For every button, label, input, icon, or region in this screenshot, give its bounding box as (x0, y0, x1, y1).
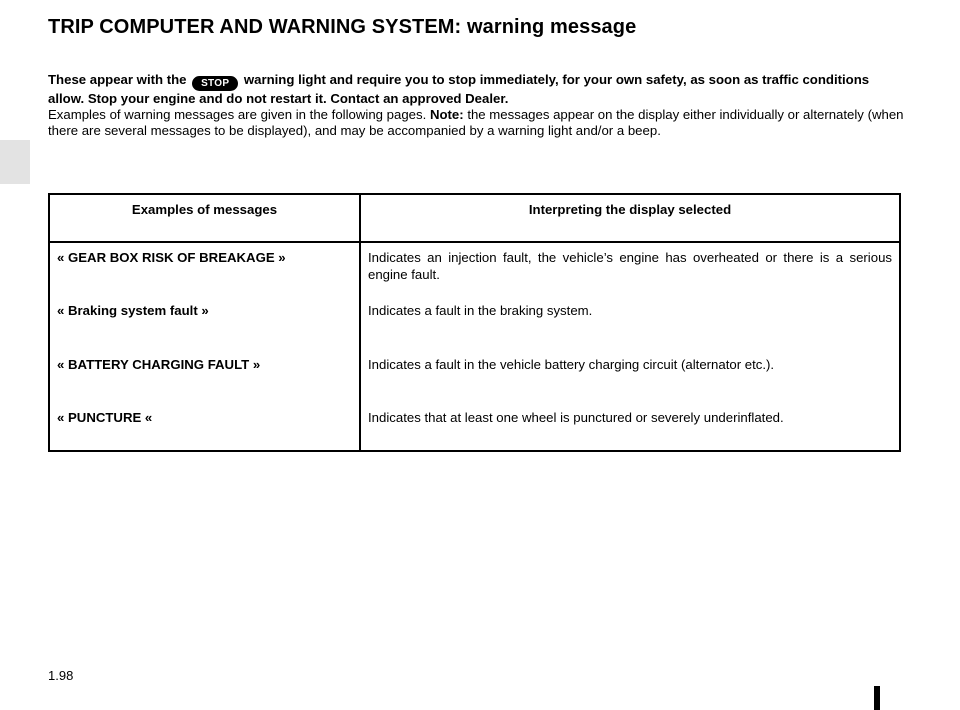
intro-bold-text-1: These appear with the (48, 72, 187, 87)
interpretation-cell: Indicates that at least one wheel is punctured or severely underinflated. (368, 410, 784, 425)
table-row (49, 296, 900, 350)
page-number: 1.98 (48, 668, 74, 683)
section-side-tab (0, 140, 30, 184)
message-cell: « Braking system fault » (49, 296, 360, 350)
table-header-row (49, 194, 900, 242)
intro-paragraph (48, 72, 908, 139)
warning-messages-table (48, 193, 901, 452)
note-label: Note: (429, 107, 464, 122)
table-row (49, 350, 900, 403)
header-interpretation: Interpreting the display selected (360, 194, 900, 242)
message-cell: « BATTERY CHARGING FAULT » (49, 350, 360, 403)
stop-warning-icon (192, 72, 238, 91)
interpretation-cell: Indicates a fault in the braking system. (368, 303, 593, 318)
table-row (49, 242, 900, 296)
message-cell: « PUNCTURE « (49, 403, 360, 451)
interpretation-cell: Indicates an injection fault, the vehicle’s engine has overheated or there is a serious engine fault. (368, 250, 892, 282)
interpretation-cell: Indicates a fault in the vehicle battery charging circuit (alternator etc.). (368, 357, 775, 372)
intro-bold-text-2: warning light and require you to stop immediately, for your own safety, as soon as traffic conditions allow. Stop your engine and do not restart it. Contact an approved Dealer. (48, 72, 870, 106)
header-examples: Examples of messages (49, 194, 360, 242)
message-cell: « GEAR BOX RISK OF BREAKAGE » (49, 242, 360, 296)
stop-icon-label: STOP (192, 76, 238, 91)
intro-regular-text-2: the messages appear on the display either individually or alternately (when there are several messages to be displayed), and may be accompanied by a warning light and/or a beep. (48, 107, 904, 138)
intro-regular-text-1: Examples of warning messages are given in the following pages. (48, 107, 427, 122)
page-title: TRIP COMPUTER AND WARNING SYSTEM: warning message (48, 16, 637, 38)
table-row (49, 403, 900, 451)
corner-mark (874, 686, 880, 710)
